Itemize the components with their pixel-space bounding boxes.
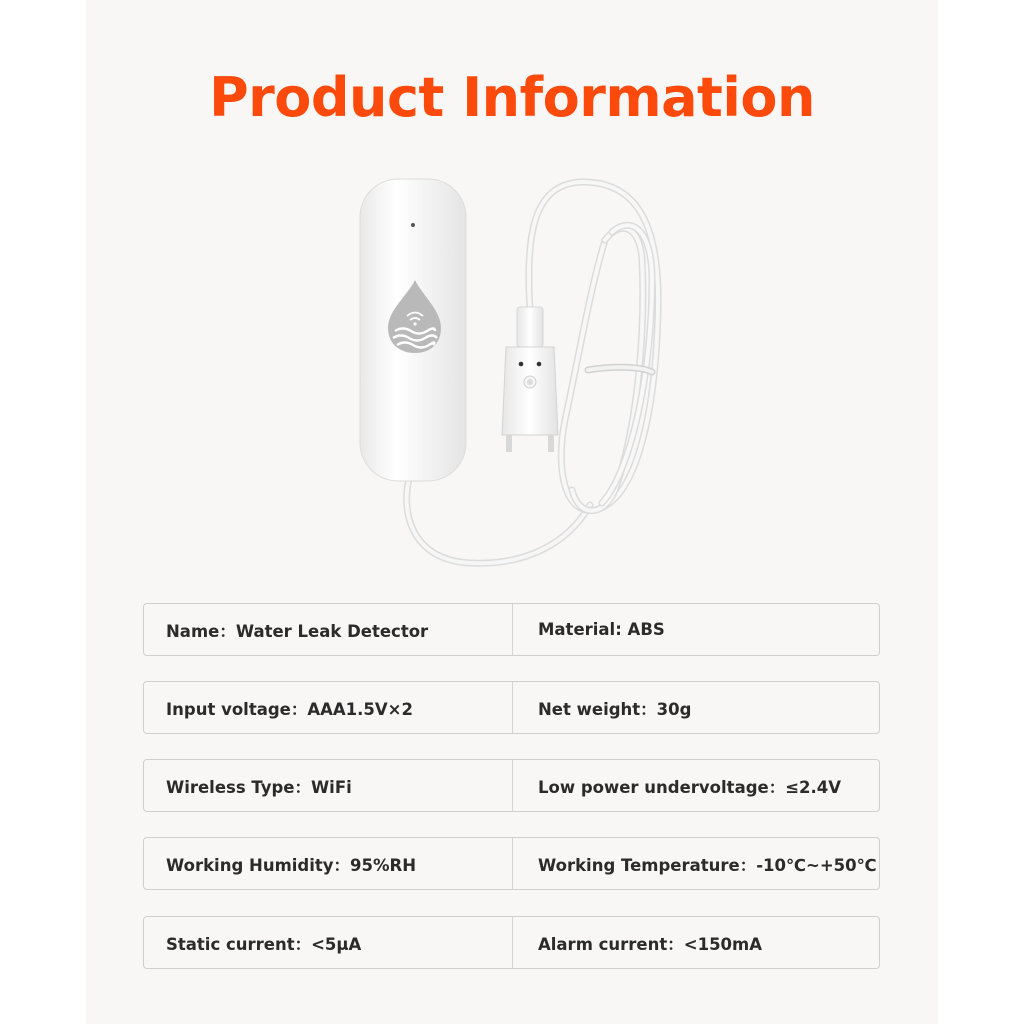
spec-row: [143, 837, 880, 890]
spec-row: [143, 759, 880, 812]
divider: [512, 604, 513, 655]
product-image: [340, 170, 700, 580]
sensor-body: [360, 179, 466, 481]
divider: [512, 760, 513, 811]
spec-static-current: Static current：<5μA: [166, 934, 362, 954]
divider: [512, 838, 513, 889]
spec-row: [143, 916, 880, 969]
spec-row: [143, 681, 880, 734]
spec-working-temperature: Working Temperature：-10℃~+50℃: [538, 855, 877, 875]
spec-material: Material: ABS: [538, 620, 665, 639]
spec-alarm-current: Alarm current：<150mA: [538, 934, 762, 954]
page-title: Product Information: [209, 66, 815, 129]
spec-low-power: Low power undervoltage：≤2.4V: [538, 777, 842, 797]
spec-row: [143, 603, 880, 656]
divider: [512, 917, 513, 968]
divider: [512, 682, 513, 733]
spec-name: Name：Water Leak Detector: [166, 621, 429, 641]
spec-net-weight: Net weight：30g: [538, 699, 692, 719]
spec-input-voltage: Input voltage：AAA1.5V×2: [166, 699, 413, 719]
spec-wireless-type: Wireless Type：WiFi: [166, 777, 352, 797]
spec-working-humidity: Working Humidity：95%RH: [166, 855, 417, 875]
probe: [502, 307, 558, 452]
